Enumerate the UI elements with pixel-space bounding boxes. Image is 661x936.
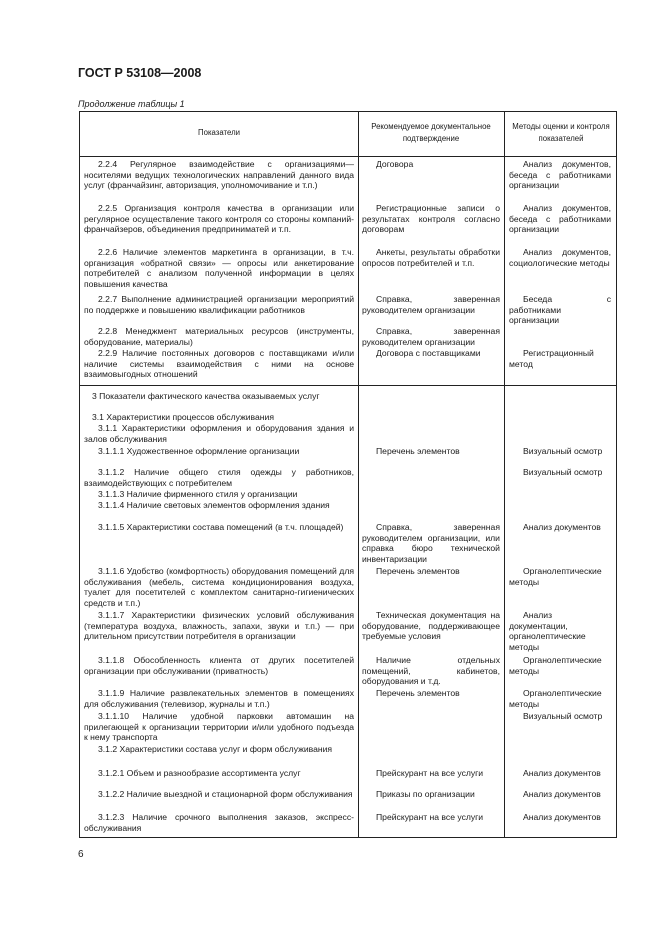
row-2-2-4-indicator: 2.2.4 Регулярное взаимодействие с организациями—носителями ведущих технологических направлений данного вида услуг (франчайзинг, авторизация, уполномочивание и т.п.) bbox=[84, 159, 354, 191]
row-3-1-2-3-method: Анализ документов bbox=[523, 812, 601, 822]
header-indicators: Показатели bbox=[198, 128, 240, 137]
row-3-1-2-3-doc: Прейскурант на все услуги bbox=[376, 812, 484, 822]
row-3-1-1-5-method: Анализ документов bbox=[523, 522, 601, 532]
row-2-2-6-indicator: 2.2.6 Наличие элементов маркетинга в организации, в т.ч. организация «обратной связи» — опросы или анкетирование потребителей с анализом полученной информации в целях повышения качества bbox=[84, 247, 354, 289]
row-3-1-1-5-doc: Справка, заверенная руководителем организации, или справка бюро технической инвентаризации bbox=[362, 522, 500, 564]
row-3-1-1-3-indicator: 3.1.1.3 Наличие фирменного стиля у организации bbox=[98, 489, 298, 499]
row-3-1-1-9-doc: Перечень элементов bbox=[376, 688, 460, 698]
row-3-1-1-6-indicator: 3.1.1.6 Удобство (комфортность) оборудования помещений для обслуживания (мебель, система кондиционирования воздуха, туалет для посетителей с комплектом санитарно-гигиенических средств и т.п.) bbox=[84, 566, 354, 608]
row-3-1-1-10-indicator: 3.1.1.10 Наличие удобной парковки автомашин на прилегающей к организации территории и/или удобного подъезда к нему транспорта bbox=[84, 711, 354, 743]
row-3-1-1-1-method: Визуальный осмотр bbox=[523, 446, 603, 456]
row-3-1-2-2-doc: Приказы по организации bbox=[376, 789, 475, 799]
row-3-1-1-2-method: Визуальный осмотр bbox=[523, 467, 603, 477]
row-2-2-9-indicator: 2.2.9 Наличие постоянных договоров с поставщиками и/или наличие системы взаимодействия с ними на основе взаимовыгодных отношений bbox=[84, 348, 354, 380]
row-2-2-8-doc: Справка, заверенная руководителем организации bbox=[362, 326, 500, 347]
row-2-2-5-method: Анализ документов, беседа с работниками организации bbox=[509, 203, 611, 235]
row-2-2-7-doc: Справка, заверенная руководителем организации bbox=[362, 294, 500, 315]
row-3-1-1-indicator: 3.1.1 Характеристики оформления и оборудования здания и залов обслуживания bbox=[84, 423, 354, 444]
row-3-1-2-2-indicator: 3.1.2.2 Наличие выездной и стационарной форм обслуживания bbox=[98, 789, 353, 799]
row-3-1-1-6-method: Органолептические методы bbox=[509, 566, 602, 587]
row-3-1-1-1-doc: Перечень элементов bbox=[376, 446, 460, 456]
table-caption: Продолжение таблицы 1 bbox=[78, 99, 185, 109]
row-2-2-8-indicator: 2.2.8 Менеджмент материальных ресурсов (инструменты, оборудование, материалы) bbox=[84, 326, 354, 347]
row-3-1-1-8-doc: Наличие отдельных помещений, кабинетов, оборудования и т.д. bbox=[362, 655, 500, 687]
row-2-2-5-doc: Регистрационные записи о результатах контроля согласно договорам bbox=[362, 203, 500, 235]
row-3-1-2-indicator: 3.1.2 Характеристики состава услуг и форм обслуживания bbox=[98, 744, 333, 754]
row-2-2-7-indicator: 2.2.7 Выполнение администрацией организации мероприятий по поддержке и повышению квалификации работников bbox=[84, 294, 354, 315]
column-divider bbox=[504, 112, 505, 837]
row-3-1-1-10-method: Визуальный осмотр bbox=[523, 711, 603, 721]
indicators-table bbox=[79, 111, 617, 838]
row-2-2-4-method: Анализ документов, беседа с работниками организации bbox=[509, 159, 611, 191]
row-3-1-1-8-method: Органолептические методы bbox=[509, 655, 602, 676]
section-divider bbox=[80, 385, 616, 386]
row-3-1-2-1-method: Анализ документов bbox=[523, 768, 601, 778]
row-2-2-9-doc: Договора с поставщиками bbox=[376, 348, 481, 358]
header-methods: Методы оценки и контроля показателей bbox=[512, 122, 610, 143]
row-3-1-1-2-indicator: 3.1.1.2 Наличие общего стиля одежды у работников, взаимодействующих с потребителем bbox=[84, 467, 354, 488]
header-documents: Рекомендуемое документальное подтверждение bbox=[371, 122, 491, 143]
row-3-1-1-1-indicator: 3.1.1.1 Художественное оформление организации bbox=[98, 446, 300, 456]
row-3-1-2-2-method: Анализ документов bbox=[523, 789, 601, 799]
row-2-2-9-method: Регистрационный метод bbox=[509, 348, 594, 369]
row-3-1-1-9-indicator: 3.1.1.9 Наличие развлекательных элементов в помещениях для обслуживания (телевизор, журналы и т.п.) bbox=[84, 688, 354, 709]
row-3-1-1-7-indicator: 3.1.1.7 Характеристики физических условий обслуживания (температура воздуха, влажность, запахи, звуки и т.п.) — при длительном присутствии потребителя в организации bbox=[84, 610, 354, 642]
row-3-1-1-5-indicator: 3.1.1.5 Характеристики состава помещений (в т.ч. площадей) bbox=[98, 522, 344, 532]
header-divider bbox=[80, 156, 616, 157]
row-3-1-2-1-doc: Прейскурант на все услуги bbox=[376, 768, 484, 778]
row-3-1-2-3-indicator: 3.1.2.3 Наличие срочного выполнения заказов, экспресс-обслуживания bbox=[84, 812, 354, 833]
row-2-2-4-doc: Договора bbox=[376, 159, 414, 169]
row-3-1-1-9-method: Органолептические методы bbox=[509, 688, 602, 709]
row-2-2-6-doc: Анкеты, результаты обработки опросов потребителей и т.п. bbox=[362, 247, 500, 268]
row-3-1-indicator: 3.1 Характеристики процессов обслуживания bbox=[92, 412, 274, 422]
row-3-1-1-7-doc: Техническая документация на оборудование, поддерживающее требуемые условия bbox=[362, 610, 500, 642]
page-number: 6 bbox=[78, 849, 84, 860]
row-2-2-6-method: Анализ документов, социологические методы bbox=[509, 247, 611, 268]
column-divider bbox=[358, 112, 359, 837]
row-2-2-7-method: Беседа с работниками организации bbox=[509, 294, 611, 326]
row-3-indicator: 3 Показатели фактического качества оказываемых услуг bbox=[92, 391, 320, 401]
row-3-1-1-4-indicator: 3.1.1.4 Наличие световых элементов оформления здания bbox=[98, 500, 330, 510]
row-3-1-2-1-indicator: 3.1.2.1 Объем и разнообразие ассортимента услуг bbox=[98, 768, 301, 778]
row-2-2-5-indicator: 2.2.5 Организация контроля качества в организации или регулярное осуществление такого контроля со стороны компаний-франчайзеров, объединения предприниматей и т.п. bbox=[84, 203, 354, 235]
row-3-1-1-6-doc: Перечень элементов bbox=[376, 566, 460, 576]
row-3-1-1-7-method: Анализ документации, органолептические методы bbox=[509, 610, 586, 652]
row-3-1-1-8-indicator: 3.1.1.8 Обособленность клиента от других посетителей организации при обслуживании (приватность) bbox=[84, 655, 354, 676]
document-code: ГОСТ Р 53108—2008 bbox=[78, 66, 202, 80]
